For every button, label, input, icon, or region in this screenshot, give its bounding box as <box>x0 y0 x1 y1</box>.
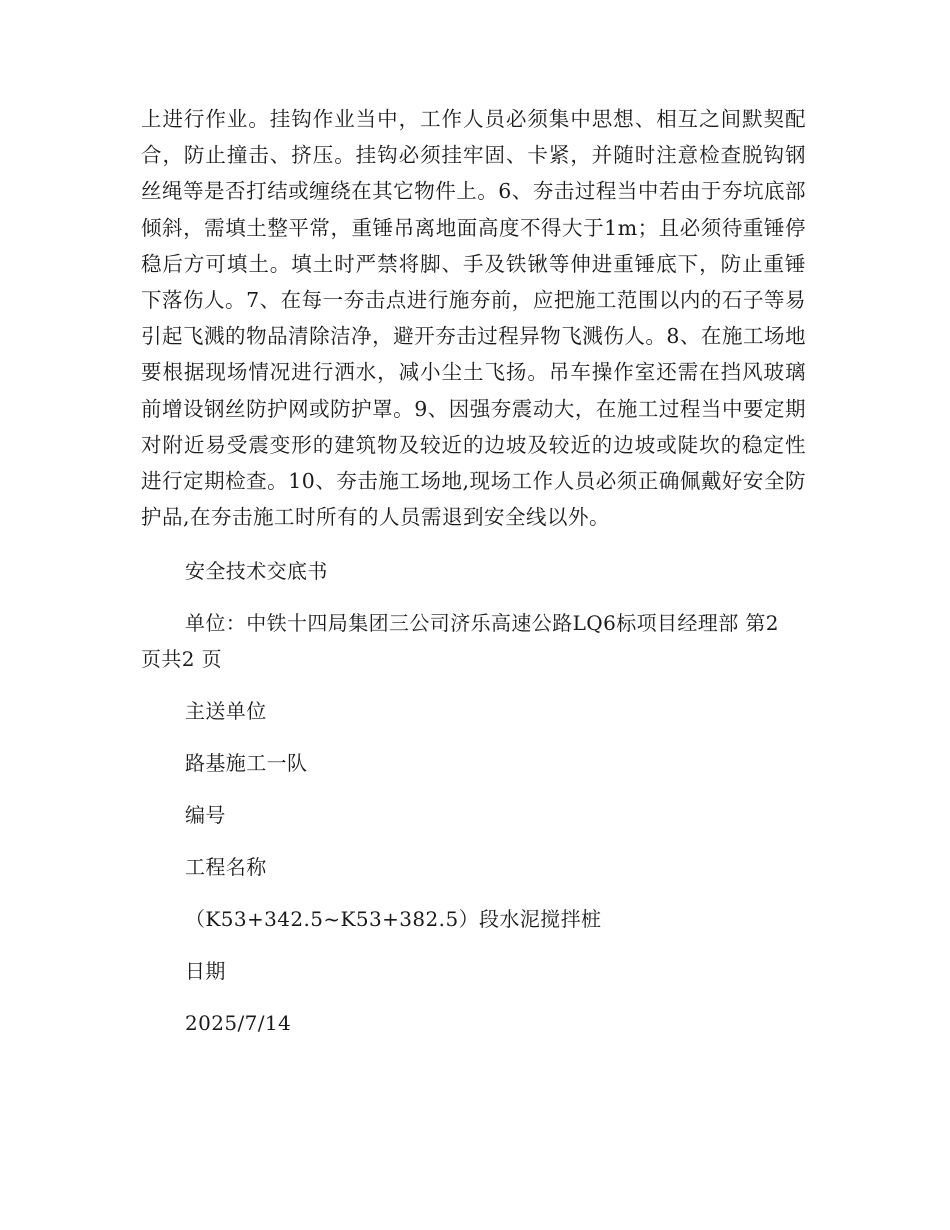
document-title: 安全技术交底书 <box>185 559 328 584</box>
body-paragraph: 上进行作业。挂钩作业当中，工作人员必须集中思想、相互之间默契配合，防止撞击、挤压。挂钩必须挂牢固、卡紧，并随时注意检查脱钩钢丝绳等是否打结或缠绕在其它物件上。6、夯击过程当中若由于夯坑底部倾斜，需填土整平常，重锤吊离地面高度不得大于1m；且必须待重锤停稳后方可填土。填土时严禁将脚、手及铁锹等伸进重锤底下，防止重锤下落伤人。7、在每一夯击点进行施夯前，应把施工范围以内的石子等易引起飞溅的物品清除洁净，避开夯击过程异物飞溅伤人。8、在施工场地要根据现场情况进行洒水，减小尘土飞扬。吊车操作室还需在挡风玻璃前增设钢丝防护网或防护罩。9、因强夯震动大，在施工过程当中要定期对附近易受震变形的建筑物及较近的边坡及较近的边坡或陡坎的稳定性进行定期检查。10、夯击施工场地,现场工作人员必须正确佩戴好安全防护品,在夯击施工时所有的人员需退到安全线以外。 <box>141 107 806 530</box>
document-page <box>141 101 806 1041</box>
field-recipient-value: 路基施工一队 <box>185 751 308 776</box>
field-project-name-value: （K53+342.5~K53+382.5）段水泥搅拌桩 <box>185 907 602 932</box>
field-number-label: 编号 <box>185 803 226 828</box>
field-date-label: 日期 <box>185 959 226 984</box>
field-project-name-label: 工程名称 <box>185 855 267 880</box>
unit-line: 单位：中铁十四局集团三公司济乐高速公路LQ6标项目经理部 第2 页共2 页 <box>141 611 779 672</box>
field-date-value: 2025/7/14 <box>185 1011 292 1036</box>
field-recipient-label: 主送单位 <box>185 699 267 724</box>
